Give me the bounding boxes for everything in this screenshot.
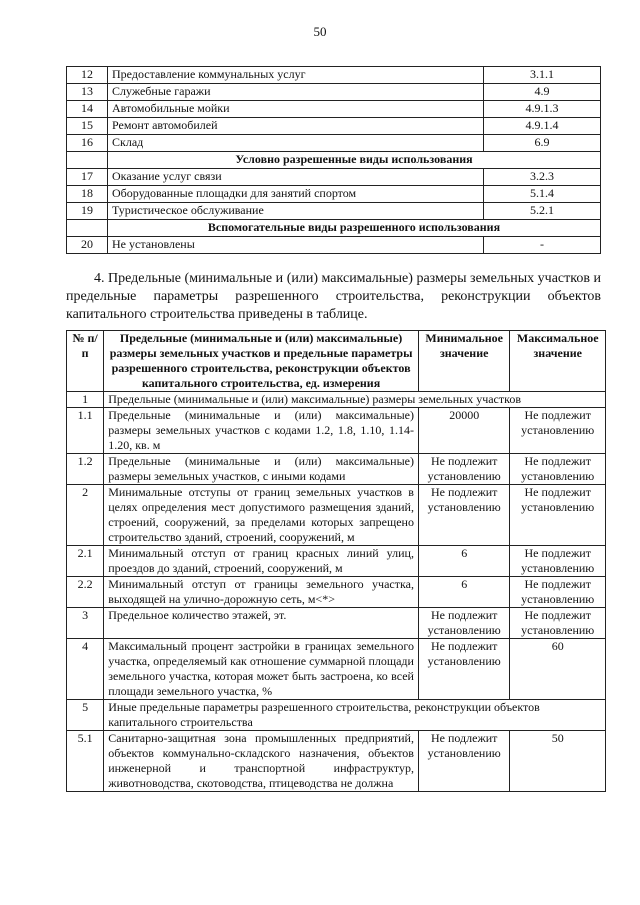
land-use-code: 4.9.1.4 xyxy=(484,118,601,135)
row-number: 4 xyxy=(67,639,104,700)
land-use-name: Предоставление коммунальных услуг xyxy=(108,67,484,84)
max-value: Не подлежит установлению xyxy=(510,608,606,639)
section-title: Условно разрешенные виды использования xyxy=(108,152,601,169)
group-title: Иные предельные параметры разрешенного строительства, реконструкции объектов капитального строительства xyxy=(104,700,606,731)
min-value: 20000 xyxy=(418,408,510,454)
row-number: 2.2 xyxy=(67,577,104,608)
land-use-code: 5.2.1 xyxy=(484,203,601,220)
land-use-name: Служебные гаражи xyxy=(108,84,484,101)
land-use-code: - xyxy=(484,237,601,254)
row-number: 16 xyxy=(67,135,108,152)
table-row xyxy=(67,608,606,639)
section-row xyxy=(67,220,601,237)
table-row xyxy=(67,67,601,84)
row-number: 15 xyxy=(67,118,108,135)
land-use-code: 4.9.1.3 xyxy=(484,101,601,118)
parameter-name: Предельные (минимальные и (или) максимальные) размеры земельных участков с кодами 1.2, 1.8, 1.10, 1.14-1.20, кв. м xyxy=(104,408,419,454)
min-value: Не подлежит установлению xyxy=(418,639,510,700)
parameter-name: Санитарно-защитная зона промышленных предприятий, объектов коммунально-складского назначения, объектов инженерной и транспортной инфраструктур, животноводства, скотоводства, птицеводства не должна xyxy=(104,731,419,792)
table-row xyxy=(67,546,606,577)
row-number: 18 xyxy=(67,186,108,203)
land-use-name: Автомобильные мойки xyxy=(108,101,484,118)
row-number: 2.1 xyxy=(67,546,104,577)
header-min-value: Минимальное значение xyxy=(418,331,510,392)
group-row xyxy=(67,392,606,408)
parameter-name: Минимальный отступ от границ красных линий улиц, проездов до зданий, строений, сооружений, м xyxy=(104,546,419,577)
table-row xyxy=(67,169,601,186)
land-use-code: 6.9 xyxy=(484,135,601,152)
group-row xyxy=(67,700,606,731)
paragraph-4 xyxy=(66,270,601,324)
max-value: Не подлежит установлению xyxy=(510,577,606,608)
header-number: № п/п xyxy=(67,331,104,392)
row-number: 2 xyxy=(67,485,104,546)
land-use-types-table xyxy=(66,66,601,254)
section-number-cell xyxy=(67,152,108,169)
land-use-name: Оказание услуг связи xyxy=(108,169,484,186)
table-row xyxy=(67,639,606,700)
land-use-code: 4.9 xyxy=(484,84,601,101)
max-value: Не подлежит установлению xyxy=(510,485,606,546)
land-use-name: Ремонт автомобилей xyxy=(108,118,484,135)
max-value: Не подлежит установлению xyxy=(510,408,606,454)
table-row xyxy=(67,408,606,454)
table-row xyxy=(67,101,601,118)
group-title: Предельные (минимальные и (или) максимальные) размеры земельных участков xyxy=(104,392,606,408)
parameter-name: Максимальный процент застройки в границах земельного участка, определяемый как отношение суммарной площади земельного участка, которая может быть застроена, ко всей площади земельного участка, % xyxy=(104,639,419,700)
section-title: Вспомогательные виды разрешенного использования xyxy=(108,220,601,237)
section-row xyxy=(67,152,601,169)
table-header-row xyxy=(67,331,606,392)
min-value: Не подлежит установлению xyxy=(418,454,510,485)
land-use-code: 3.1.1 xyxy=(484,67,601,84)
table-row xyxy=(67,731,606,792)
land-use-code: 5.1.4 xyxy=(484,186,601,203)
table-row xyxy=(67,203,601,220)
row-number: 13 xyxy=(67,84,108,101)
row-number: 14 xyxy=(67,101,108,118)
row-number: 5 xyxy=(67,700,104,731)
row-number: 19 xyxy=(67,203,108,220)
parameter-name: Предельное количество этажей, эт. xyxy=(104,608,419,639)
min-value: 6 xyxy=(418,546,510,577)
row-number: 1.2 xyxy=(67,454,104,485)
paragraph-text: 4. Предельные (минимальные и (или) максимальные) размеры земельных участков и предельные параметры разрешенного строительства, реконструкции объектов капитального строительства приведены в таблице. xyxy=(66,271,601,322)
section-number-cell xyxy=(67,220,108,237)
min-value: 6 xyxy=(418,577,510,608)
min-value: Не подлежит установлению xyxy=(418,485,510,546)
table-row xyxy=(67,186,601,203)
land-use-name: Туристическое обслуживание xyxy=(108,203,484,220)
row-number: 5.1 xyxy=(67,731,104,792)
parameters-table xyxy=(66,330,606,792)
header-max-value: Максимальное значение xyxy=(510,331,606,392)
min-value: Не подлежит установлению xyxy=(418,731,510,792)
row-number: 3 xyxy=(67,608,104,639)
table-row xyxy=(67,118,601,135)
parameter-name: Минимальный отступ от границы земельного участка, выходящей на улично-дорожную сеть, м<*> xyxy=(104,577,419,608)
max-value: 50 xyxy=(510,731,606,792)
header-parameter: Предельные (минимальные и (или) максимальные) размеры земельных участков и предельные параметры разрешенного строительства, реконструкции объектов капитального строительства, ед. измерения xyxy=(104,331,419,392)
land-use-name: Оборудованные площадки для занятий спортом xyxy=(108,186,484,203)
row-number: 12 xyxy=(67,67,108,84)
table-row xyxy=(67,237,601,254)
table-row xyxy=(67,454,606,485)
parameter-name: Предельные (минимальные и (или) максимальные) размеры земельных участков, с иными кодами xyxy=(104,454,419,485)
parameter-name: Минимальные отступы от границ земельных участков в целях определения мест допустимого размещения зданий, строений, сооружений, за пределами которых запрещено строительство зданий, строений, сооружений, м xyxy=(104,485,419,546)
row-number: 1.1 xyxy=(67,408,104,454)
page-number: 50 xyxy=(313,24,327,39)
max-value: Не подлежит установлению xyxy=(510,546,606,577)
max-value: 60 xyxy=(510,639,606,700)
land-use-name: Склад xyxy=(108,135,484,152)
min-value: Не подлежит установлению xyxy=(418,608,510,639)
table-row xyxy=(67,485,606,546)
table-row xyxy=(67,135,601,152)
land-use-code: 3.2.3 xyxy=(484,169,601,186)
row-number: 20 xyxy=(67,237,108,254)
table-row xyxy=(67,577,606,608)
row-number: 1 xyxy=(67,392,104,408)
row-number: 17 xyxy=(67,169,108,186)
land-use-name: Не установлены xyxy=(108,237,484,254)
max-value: Не подлежит установлению xyxy=(510,454,606,485)
table-row xyxy=(67,84,601,101)
